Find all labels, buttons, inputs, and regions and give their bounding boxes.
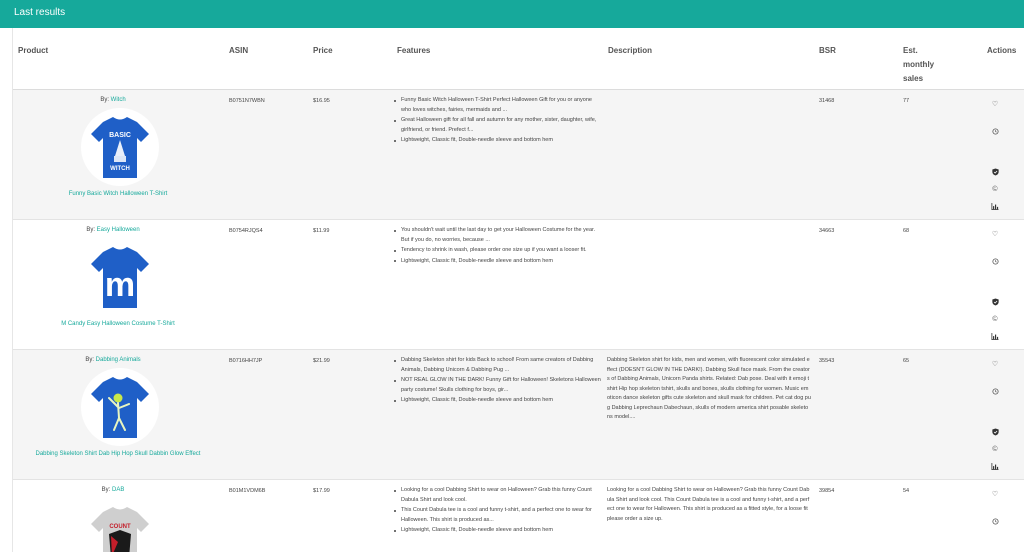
favorite-button[interactable]	[988, 359, 1002, 369]
history-button[interactable]	[988, 516, 1002, 526]
table-row	[13, 220, 1024, 350]
column-header-price[interactable]: Price	[313, 46, 333, 55]
trademark-check-button[interactable]	[988, 427, 1002, 437]
column-header-asin[interactable]: ASIN	[229, 46, 249, 55]
results-header-bar	[0, 0, 1024, 28]
feature-item: Tendency to shrink in wash, please order one size up if you want a looser fit.	[391, 246, 603, 256]
brand-line	[13, 487, 213, 493]
product-thumbnail[interactable]	[81, 368, 159, 446]
column-header-description[interactable]: Description	[608, 46, 653, 55]
features-list	[391, 96, 603, 147]
est-sales-label-line-2: monthly	[903, 60, 935, 69]
svg-text:COUNT: COUNT	[109, 524, 131, 530]
column-header-bsr[interactable]: BSR	[819, 46, 836, 55]
description-text: Looking for a cool Dabbing Shirt to wear on Halloween? Grab this funny Count Dabula Shirt and look cool. This Count Dabula tee is a cool and funny t-shirt, and a perfect one to wear for Halloween. This shirt is produced as a fitted style, for a loose fit please order a size up.	[607, 487, 810, 522]
price-value: $21.99	[313, 358, 330, 364]
est-sales-value: 77	[903, 98, 910, 104]
est-sales-label-line-1: Est.	[903, 46, 918, 55]
svg-text:m: m	[104, 266, 136, 304]
feature-item: This Count Dabula tee is a cool and funny t-shirt, and a perfect one to wear for Halloween. This shirt is produced as...	[391, 506, 603, 525]
asin-value: B0754RJQS4	[229, 228, 263, 234]
feature-item: Lightweight, Classic fit, Double-needle sleeve and bottom hem	[391, 396, 603, 406]
copyright-button[interactable]	[988, 314, 1002, 324]
asin-value: B01M1VDM6B	[229, 488, 266, 494]
features-list	[391, 486, 603, 537]
features-list	[391, 226, 603, 267]
copyright-icon: ©	[992, 315, 998, 323]
column-header-features[interactable]: Features	[397, 46, 431, 55]
heart-outline-icon: ♡	[991, 491, 999, 498]
column-header-product[interactable]: Product	[18, 46, 49, 55]
feature-item: Lightweight, Classic fit, Double-needle sleeve and bottom hem	[391, 257, 603, 267]
by-label: By:	[86, 227, 95, 233]
feature-item: Lightweight, Classic fit, Double-needle sleeve and bottom hem	[391, 526, 603, 536]
history-icon	[992, 128, 999, 135]
trademark-check-button[interactable]	[988, 167, 1002, 177]
bar-chart-icon	[991, 463, 999, 470]
brand-link[interactable]: Witch	[110, 97, 126, 103]
sales-chart-button[interactable]	[988, 461, 1002, 471]
product-thumbnail[interactable]	[81, 108, 159, 186]
description-text: Dabbing Skeleton shirt for kids, men and women, with fluorescent color simulated effect (DOESN'T GLOW IN THE DARK!). Dabbing Skull face mask. From the creators of Dabbing Animals, Unicorn Panda shirts. Related: Dab pose. Deal with it emoji tshirt Hip hop skeleton tshirt, skulls and bones, skulls clothing for women. Music emoticon dance skeleton gifts cute skeleton and skull mask for children. Pet cat dog pug Dabbing Leprechaun Dabechaun, skulls of modern america shirt posable skeletons model....	[607, 357, 811, 420]
est-sales-value: 68	[903, 228, 910, 234]
heart-outline-icon: ♡	[991, 231, 999, 238]
history-icon	[992, 388, 999, 395]
copyright-icon: ©	[992, 445, 998, 453]
price-value: $17.99	[313, 488, 330, 494]
features-list	[391, 356, 603, 407]
results-table	[12, 28, 1024, 552]
brand-link[interactable]: DAB	[112, 487, 125, 493]
by-label: By:	[101, 487, 111, 493]
history-button[interactable]	[988, 126, 1002, 136]
history-icon	[992, 258, 999, 265]
brand-link[interactable]: Easy Halloween	[96, 227, 140, 233]
heart-outline-icon: ♡	[991, 101, 999, 108]
brand-line	[13, 357, 213, 363]
column-header-est-sales[interactable]	[903, 44, 934, 86]
copyright-icon: ©	[992, 185, 998, 193]
table-row	[13, 480, 1024, 552]
brand-line	[13, 227, 213, 233]
history-button[interactable]	[988, 256, 1002, 266]
product-thumbnail[interactable]	[81, 238, 159, 316]
product-thumbnail[interactable]	[81, 498, 159, 552]
feature-item: Great Halloween gift for all fall and autumn for any mother, sister, daughter, wife, girlfriend, or friend. Prefect f...	[391, 116, 603, 135]
by-label: By:	[100, 97, 109, 103]
est-sales-value: 54	[903, 488, 910, 494]
brand-link[interactable]: Dabbing Animals	[95, 357, 141, 363]
favorite-button[interactable]	[988, 229, 1002, 239]
copyright-button[interactable]	[988, 444, 1002, 454]
favorite-button[interactable]	[988, 99, 1002, 109]
bsr-value: 34663	[819, 228, 835, 234]
results-title: Last results	[14, 7, 66, 18]
asin-value: B0751N7WBN	[229, 98, 265, 104]
product-title-link[interactable]: Dabbing Skeleton Shirt Dab Hip Hop Skull Dabbin Glow Effect	[35, 451, 201, 457]
bar-chart-icon	[991, 333, 999, 340]
shield-check-icon	[992, 428, 999, 436]
tshirt-image	[81, 498, 159, 552]
bsr-value: 39854	[819, 488, 835, 494]
feature-item: Lightweight, Classic fit, Double-needle sleeve and bottom hem	[391, 136, 603, 146]
bsr-value: 31468	[819, 98, 835, 104]
est-sales-label-line-3: sales	[903, 74, 924, 83]
shield-check-icon	[992, 298, 999, 306]
sales-chart-button[interactable]	[988, 201, 1002, 211]
shield-check-icon	[992, 168, 999, 176]
feature-item: Dabbing Skeleton shirt for kids Back to school! From same creators of Dabbing Animals, Dabbing Unicorn & Dabbing Pug ...	[391, 356, 603, 375]
tshirt-image	[81, 238, 159, 316]
tshirt-image	[81, 108, 159, 186]
svg-text:BASIC: BASIC	[109, 132, 131, 139]
feature-item: Funny Basic Witch Halloween T-Shirt Perfect Halloween Gift for you or anyone who loves witches, fairies, mermaids and ...	[391, 96, 603, 115]
brand-line	[13, 97, 213, 103]
heart-outline-icon: ♡	[991, 361, 999, 368]
product-title-link[interactable]: M Candy Easy Halloween Costume T-Shirt	[61, 321, 175, 327]
svg-text:WITCH: WITCH	[110, 166, 130, 172]
tshirt-image	[81, 368, 159, 446]
price-value: $11.99	[313, 228, 330, 234]
bar-chart-icon	[991, 203, 999, 210]
by-label: By:	[85, 357, 94, 363]
feature-item: Looking for a cool Dabbing Shirt to wear on Halloween? Grab this funny Count Dabula Shirt and look cool.	[391, 486, 603, 505]
price-value: $16.95	[313, 98, 330, 104]
product-title-link[interactable]: Funny Basic Witch Halloween T-Shirt	[68, 191, 168, 197]
feature-item: You shouldn't wait until the last day to get your Halloween Costume for the year. But if you do, no worries, because ...	[391, 226, 603, 245]
sales-chart-button[interactable]	[988, 331, 1002, 341]
history-button[interactable]	[988, 386, 1002, 396]
trademark-check-button[interactable]	[988, 297, 1002, 307]
favorite-button[interactable]	[988, 489, 1002, 499]
est-sales-value: 65	[903, 358, 910, 364]
history-icon	[992, 518, 999, 525]
table-row	[13, 90, 1024, 220]
bsr-value: 35543	[819, 358, 835, 364]
copyright-button[interactable]	[988, 184, 1002, 194]
column-header-actions: Actions	[987, 46, 1017, 55]
feature-item: NOT REAL GLOW IN THE DARK! Funny Gift for Halloween! Skeletons Halloween party costume! Skulls clothing for boys, gir...	[391, 376, 603, 395]
asin-value: B0716HH7JP	[229, 358, 263, 364]
table-row	[13, 350, 1024, 480]
